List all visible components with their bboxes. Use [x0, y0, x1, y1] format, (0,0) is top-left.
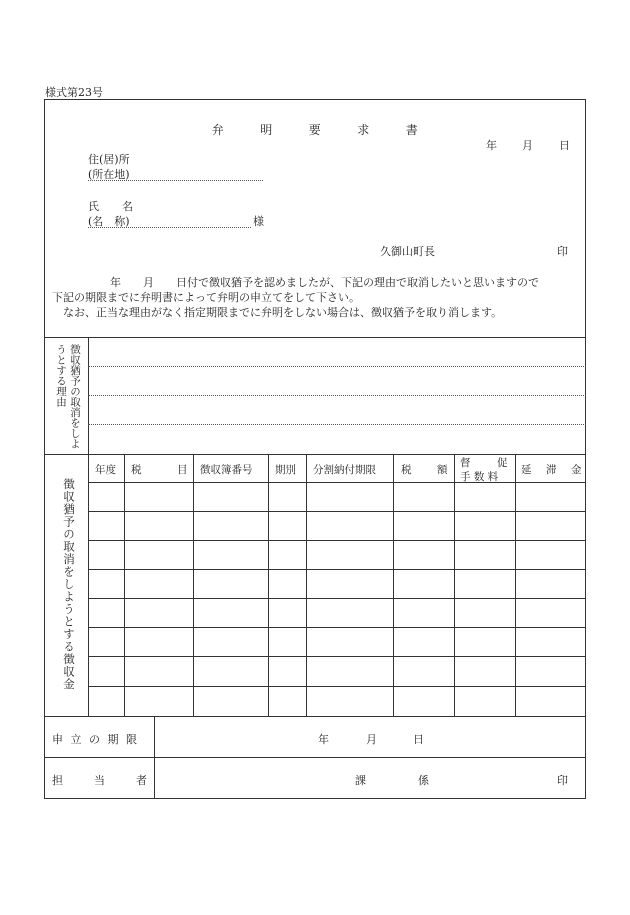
header-year: 年度	[95, 464, 116, 476]
deadline-day: 日	[413, 733, 424, 746]
reason-line-2	[88, 395, 586, 396]
row-divider	[88, 627, 586, 628]
header-delay-3: 金	[571, 464, 582, 476]
officer-label-2: 当	[94, 774, 105, 787]
deadline-month: 月	[366, 733, 377, 746]
name-label-corporate: (名 称)	[88, 215, 130, 228]
address-underline	[88, 180, 263, 181]
body-line-1: 年 月 日付で徴収猶予を認めましたが、下記の理由で取消したいと思いますので	[110, 276, 539, 289]
officer-label-3: 者	[136, 774, 147, 787]
header-amount-2: 額	[437, 464, 448, 476]
title-char: 書	[405, 123, 419, 137]
row-divider	[88, 598, 586, 599]
address-label-corporate: (所在地)	[88, 168, 130, 181]
header-amount-1: 税	[401, 464, 412, 476]
row-divider	[88, 482, 586, 483]
col-divider	[454, 454, 455, 716]
name-underline	[88, 227, 251, 228]
officer-subsection: 係	[418, 774, 429, 787]
row-divider	[88, 656, 586, 657]
form-number: 様式第23号	[45, 86, 103, 99]
col-divider	[393, 454, 394, 716]
row-divider	[88, 511, 586, 512]
reason-label-wrap	[50, 344, 86, 450]
title-char: 求	[357, 123, 370, 137]
row-divider	[88, 569, 586, 570]
date-year-label: 年	[486, 139, 497, 152]
honorific: 様	[253, 215, 264, 228]
officer-section: 課	[355, 774, 366, 787]
header-delay-1: 延	[521, 464, 532, 476]
officer-seal: 印	[557, 774, 568, 787]
address-label: 住(居)所	[88, 153, 130, 166]
header-period: 期別	[275, 464, 296, 476]
officer-label-1: 担	[52, 774, 63, 787]
col-divider	[268, 454, 269, 716]
col-divider	[124, 454, 125, 716]
mayor-seal: 印	[557, 245, 568, 258]
header-ledger-no: 徴収簿番号	[200, 464, 253, 476]
col-divider	[193, 454, 194, 716]
body-line-2: 下記の期限までに弁明書によって弁明の申立てをして下さい。	[52, 291, 360, 304]
reason-top-border	[44, 337, 586, 338]
row-divider	[88, 686, 586, 687]
header-installment-deadline: 分割納付期限	[313, 464, 376, 476]
header-delay-2: 滞	[546, 464, 557, 476]
header-tax-item-2: 目	[177, 464, 188, 476]
header-tax-item-1: 税	[131, 464, 142, 476]
reason-label: 徴収猶予の取消をしようとする理由	[55, 344, 81, 449]
collection-label: 徴収猶予の取消をしようとする徴収金	[62, 478, 76, 691]
deadline-year: 年	[318, 733, 329, 746]
header-fee-3: 手 数 料	[460, 471, 499, 483]
deadline-top-border	[44, 716, 586, 717]
col-divider	[306, 454, 307, 716]
header-fee-1: 督	[460, 457, 471, 469]
header-fee-2: 促	[497, 457, 508, 469]
reason-line-3	[88, 424, 586, 425]
deadline-label: 申 立 の 期 限	[52, 733, 139, 746]
title-char: 明	[260, 123, 273, 137]
officer-top-border	[44, 757, 586, 758]
body-line-3: なお、正当な理由がなく指定期限までに弁明をしない場合は、徴収猶予を取り消します。	[63, 306, 503, 319]
name-label-1: 氏	[88, 200, 99, 213]
title-char: 弁	[211, 123, 225, 137]
date-day-label: 日	[559, 139, 570, 152]
title-char: 要	[308, 123, 322, 137]
date-month-label: 月	[522, 139, 533, 152]
row-divider	[88, 540, 586, 541]
col-divider	[515, 454, 516, 716]
mayor-title: 久御山町長	[380, 245, 435, 258]
reason-line-1	[88, 366, 586, 367]
table-label-divider	[88, 454, 89, 716]
collection-label-wrap	[54, 478, 84, 693]
name-label-2: 名	[122, 200, 133, 213]
document-title	[0, 121, 630, 138]
